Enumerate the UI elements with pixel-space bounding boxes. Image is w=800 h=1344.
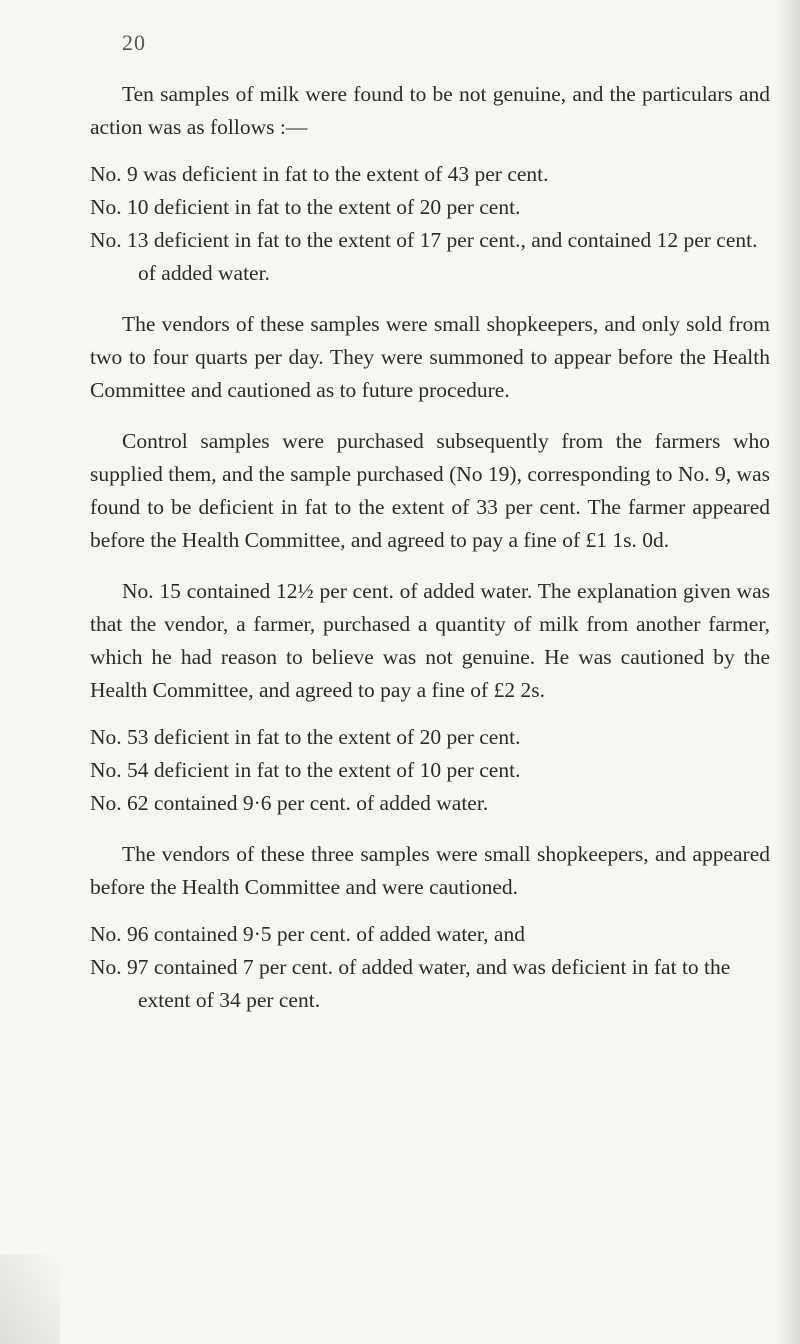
control-samples-paragraph: Control samples were purchased subsequently from the farmers who supplied them, and the sample purchased (No 19), corresponding to No. 9, was found to be deficient in fat to the extent of 33 per cent. The farmer appeared before the Health Committee, and agreed to pay a fine of £1 1s. 0d. xyxy=(90,429,770,552)
sample-item-62: No. 62 contained 9·6 per cent. of added water. xyxy=(90,791,489,815)
body-text xyxy=(90,78,770,1017)
page-number: 20 xyxy=(122,30,146,55)
sample-item-96: No. 96 contained 9·5 per cent. of added water, and xyxy=(90,922,525,946)
sample-item-10: No. 10 deficient in fat to the extent of 20 per cent. xyxy=(90,195,521,219)
sample-item-13: No. 13 deficient in fat to the extent of 17 per cent., and contained 12 per cent. of added water. xyxy=(90,228,758,285)
sample-15-paragraph: No. 15 contained 12½ per cent. of added water. The explanation given was that the vendor, a farmer, purchased a quantity of milk from another farmer, which he had reason to believe was not genuine. He was cautioned by the Health Committee, and agreed to pay a fine of £2 2s. xyxy=(90,579,770,702)
page-edge-shadow xyxy=(774,0,800,1344)
sample-item-9: No. 9 was deficient in fat to the extent of 43 per cent. xyxy=(90,162,549,186)
sample-item-54: No. 54 deficient in fat to the extent of 10 per cent. xyxy=(90,758,521,782)
sample-item-97: No. 97 contained 7 per cent. of added water, and was deficient in fat to the extent of 34 per cent. xyxy=(90,955,731,1012)
vendors-paragraph: The vendors of these samples were small shopkeepers, and only sold from two to four quarts per day. They were summoned to appear before the Health Committee and cautioned as to future procedure. xyxy=(90,312,770,402)
three-vendors-paragraph: The vendors of these three samples were small shopkeepers, and appeared before the Health Committee and were cautioned. xyxy=(90,842,770,899)
sample-item-53: No. 53 deficient in fat to the extent of 20 per cent. xyxy=(90,725,521,749)
intro-paragraph: Ten samples of milk were found to be not genuine, and the particulars and action was as follows :— xyxy=(90,82,770,139)
corner-shadow xyxy=(0,1254,60,1344)
